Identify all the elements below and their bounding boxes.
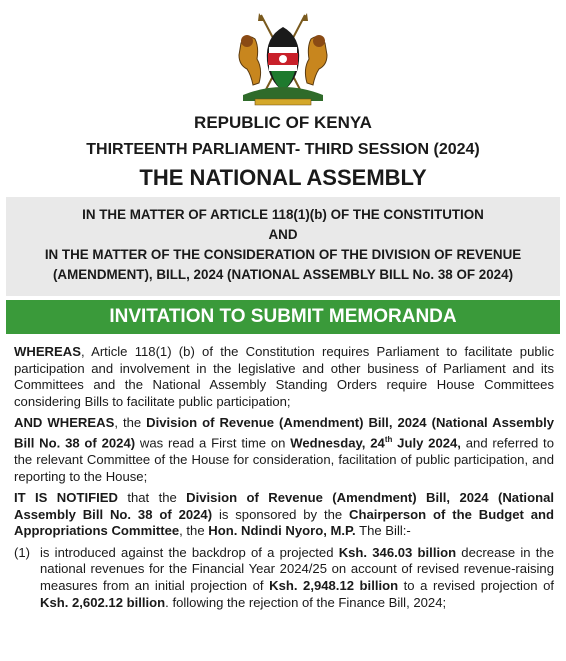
sponsor-name: Hon. Ndindi Nyoro, M.P. bbox=[208, 523, 356, 539]
reading-date: Wednesday, 24 bbox=[290, 435, 385, 451]
kenya-coat-of-arms-icon bbox=[233, 13, 333, 109]
whereas-lead: WHEREAS bbox=[14, 344, 81, 359]
sponsor-role: Chairperson of the Budget and Appropriations Committee bbox=[14, 506, 555, 539]
notified-lead: IT IS NOTIFIED bbox=[14, 490, 118, 506]
and-whereas-paragraph bbox=[14, 415, 554, 485]
notified-paragraph bbox=[14, 490, 554, 540]
text-span: is introduced against the backdrop of a projected bbox=[40, 544, 339, 560]
text-span: to a revised projection of bbox=[398, 578, 554, 594]
matter-box bbox=[6, 197, 560, 296]
matter-line-3: IN THE MATTER OF THE CONSIDERATION OF THE DIVISION OF REVENUE bbox=[44, 247, 522, 262]
and-whereas-lead: AND WHEREAS bbox=[14, 415, 115, 431]
text-span: and referred to the relevant Committee of the House for consideration, facilitation of public participation, and reporting to the House; bbox=[14, 435, 554, 484]
text-span: The Bill:- bbox=[355, 523, 411, 539]
bill-name: Division of Revenue (Amendment) Bill, 2024 (National Assembly Bill No. 38 of 2024) bbox=[14, 490, 554, 522]
amount: Ksh. 346.03 billion bbox=[338, 544, 457, 560]
reading-date-rest: July 2024, bbox=[392, 435, 461, 451]
text-span: is sponsored by the bbox=[212, 506, 350, 522]
amount: Ksh. 2,602.12 billion bbox=[40, 594, 166, 610]
amount: Ksh. 2,948.12 billion bbox=[269, 578, 399, 594]
list-item-text bbox=[40, 545, 554, 611]
matter-line-2: AND bbox=[268, 227, 298, 242]
republic-title: REPUBLIC OF KENYA bbox=[194, 113, 372, 132]
text-span: , the bbox=[114, 415, 147, 431]
text-span: . following the rejection of the Finance Bill, 2024; bbox=[165, 594, 447, 610]
session-title: THIRTEENTH PARLIAMENT- THIRD SESSION (2024) bbox=[86, 141, 480, 158]
notice-body bbox=[14, 344, 554, 611]
list-item bbox=[14, 545, 554, 611]
assembly-title: THE NATIONAL ASSEMBLY bbox=[139, 165, 427, 190]
text-span: that the bbox=[117, 490, 187, 506]
date-suffix: th bbox=[384, 434, 393, 444]
matter-line-1: IN THE MATTER OF ARTICLE 118(1)(b) OF THE CONSTITUTION bbox=[82, 207, 484, 222]
text-span: was read a First time on bbox=[135, 435, 291, 451]
text-span: , the bbox=[179, 523, 209, 539]
whereas-text: , Article 118(1) (b) of the Constitution requires Parliament to facilitate public participation and involvement in the legislative and other business of Parliament and its Committees and the National Assembly Standing Orders require House Committees considering Bills to facilitate public participation; bbox=[14, 344, 554, 409]
whereas-paragraph bbox=[14, 344, 554, 410]
matter-line-4: (AMENDMENT), BILL, 2024 (NATIONAL ASSEMBLY BILL No. 38 OF 2024) bbox=[52, 267, 514, 282]
text-span: decrease in the national revenues for the Financial Year 2024/25 on account of revised revenue-raising measures from an initial projection of bbox=[40, 544, 554, 594]
bill-name: Division of Revenue (Amendment) Bill, 2024 (National Assembly Bill No. 38 of 2024) bbox=[14, 415, 554, 451]
list-item-number: (1) bbox=[14, 544, 31, 560]
invitation-banner: INVITATION TO SUBMIT MEMORANDA bbox=[6, 300, 560, 334]
